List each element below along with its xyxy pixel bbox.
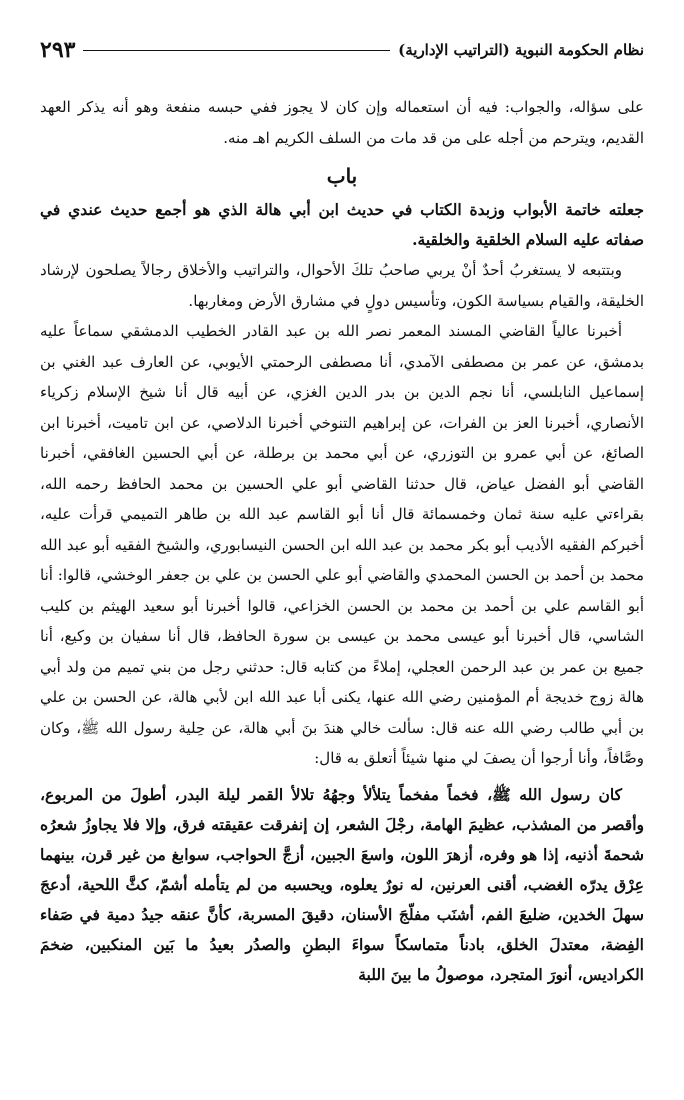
hadith-text-paragraph: كان رسول الله ﷺ، فخماً مفخماً يتلألأ وجهُهُ تلالأ القمر ليلة البدر، أطولَ من المربوع، وأقصر من المشذب، عظيمَ الهامة، رجْلَ الشعر، إن إنفرقت عقيقته فرق، وإلا فلا يجاوزُ شعرُه شحمةَ أذنيه، إذا هو وفره، أزهرَ اللون، واسعَ الجبين، أزجَّ الحواجب، سوابغ من غير قرن، بينهما عِرْق يدرّه الغضب، أقنى العرنين، له نورٌ يعلوه، ويحسبه من لم يتأمله أشمّ، كثَّ اللحية، أدعجَ سهلَ الخدين، ضليعَ الفم، أشنَب مفلّجَ الأسنان، دقيقَ المسربة، كأنَّ عنقه جيدُ دمية في صَفاء الفِضة، معتدلَ الخلق، بادناً متماسكاً سواءَ البطنِ والصدُر بعيدُ ما بَين المنكبين، ضخمَ الكراديس، أنورَ المتجرد، موصولُ ما بينَ اللبة [40,784,644,984]
page-number: ٢٩٣ [40,37,76,63]
running-title: نظام الحكومة النبوية (التراتيب الإدارية) [398,41,644,59]
chapter-heading: باب [326,164,358,188]
page-header [40,36,644,64]
footnote-continuation-paragraph: على سؤاله، والجواب: فيه أن استعماله وإن كان لا يجوز ففي حبسه منفعة وهو أنه يذكر العهد القديم، ويترحم من أجله على من قد مات من السلف الكريم اهـ منه. [40,98,644,147]
isnad-paragraph: أخبرنا عالياً القاضي المسند المعمر نصر الله بن عبد القادر الخطيب الدمشقي سماعاً عليه بدمشق، عن عمر بن مصطفى الآمدي، أنا مصطفى الرحمتي الأيوبي، عن العارف عبد الغني بن إسماعيل النابلسي، أنا نجم الدين بن بدر الدين الغزي، عن أبيه قال أنا شيخ الإسلام زكرياء الأنصاري، أخبرنا العز بن الفرات، عن إبراهيم التنوخي أخبرنا الدلاصي، عن ابن تاميت، أخبرنا ابن الصائغ، عن أبي عمرو بن التوزري، عن أبي محمد بن برطلة، عن أبي الحسين الغافقي، أخبرنا القاضي أبو الفضل عياض، قال حدثنا القاضي أبو علي الحسين بن محمد الحافظ رحمه الله، بقراءتي عليه سنة ثمان وخمسمائة قال أنا أبو القاسم عبد الله بن طاهر التميمي قرأت عليه، أخبركم الفقيه الأديب أبو بكر محمد بن عبد الله ابن الحسن النيسابوري، والشيخ الفقيه أبو عبد الله محمد بن أحمد بن الحسن المحمدي والقاضي أبو علي الحسن بن علي بن جعفر الوخشي، قالوا: أنا أبو القاسم علي بن أحمد بن محمد بن الحسن الخزاعي، قالوا أخبرنا أبو سعيد الهيثم بن كليب الشاسي، قال أخبرنا أبو عيسى محمد بن عيسى بن سورة الحافظ، قال أنا سفيان بن وكيع، أنا جميع بن عمر بن عبد الرحمن العجلي، إملاءً من كتابه قال: حدثني رجل من بني تميم من ولد أبي هالة زوج خديجة أم المؤمنين رضي الله عنها، يكنى أبا عبد الله ابن لأبي هالة، عن الحسن بن علي بن أبي طالب رضي الله عنه قال: سألت خالي هندَ بنَ أبي هالة، عن حِلية رسول الله ﷺ، وكان وصَّافاً، وأنا أرجوا أن يصفَ لي منها شيئاً أتعلق به قال: [40,322,644,767]
commentary-paragraph: وبتتبعه لا يستغربُ أحدٌ أنْ يربي صاحبُ تلكَ الأحوال، والتراتيب والأخلاق رجالاً يصلحون لإرشاد الخليقة، والقيام بسياسة الكون، وتأسيس دولٍ في مشارق الأرض ومغاربها. [40,261,644,310]
chapter-intro-paragraph: جعلته خاتمة الأبواب وزبدة الكتاب في حديث ابن أبي هالة الذي هو أجمع حديث عندي في صفاته عليه السلام الخلقية والخلقية. [40,200,644,249]
page-body [40,92,644,990]
header-rule [83,50,390,51]
